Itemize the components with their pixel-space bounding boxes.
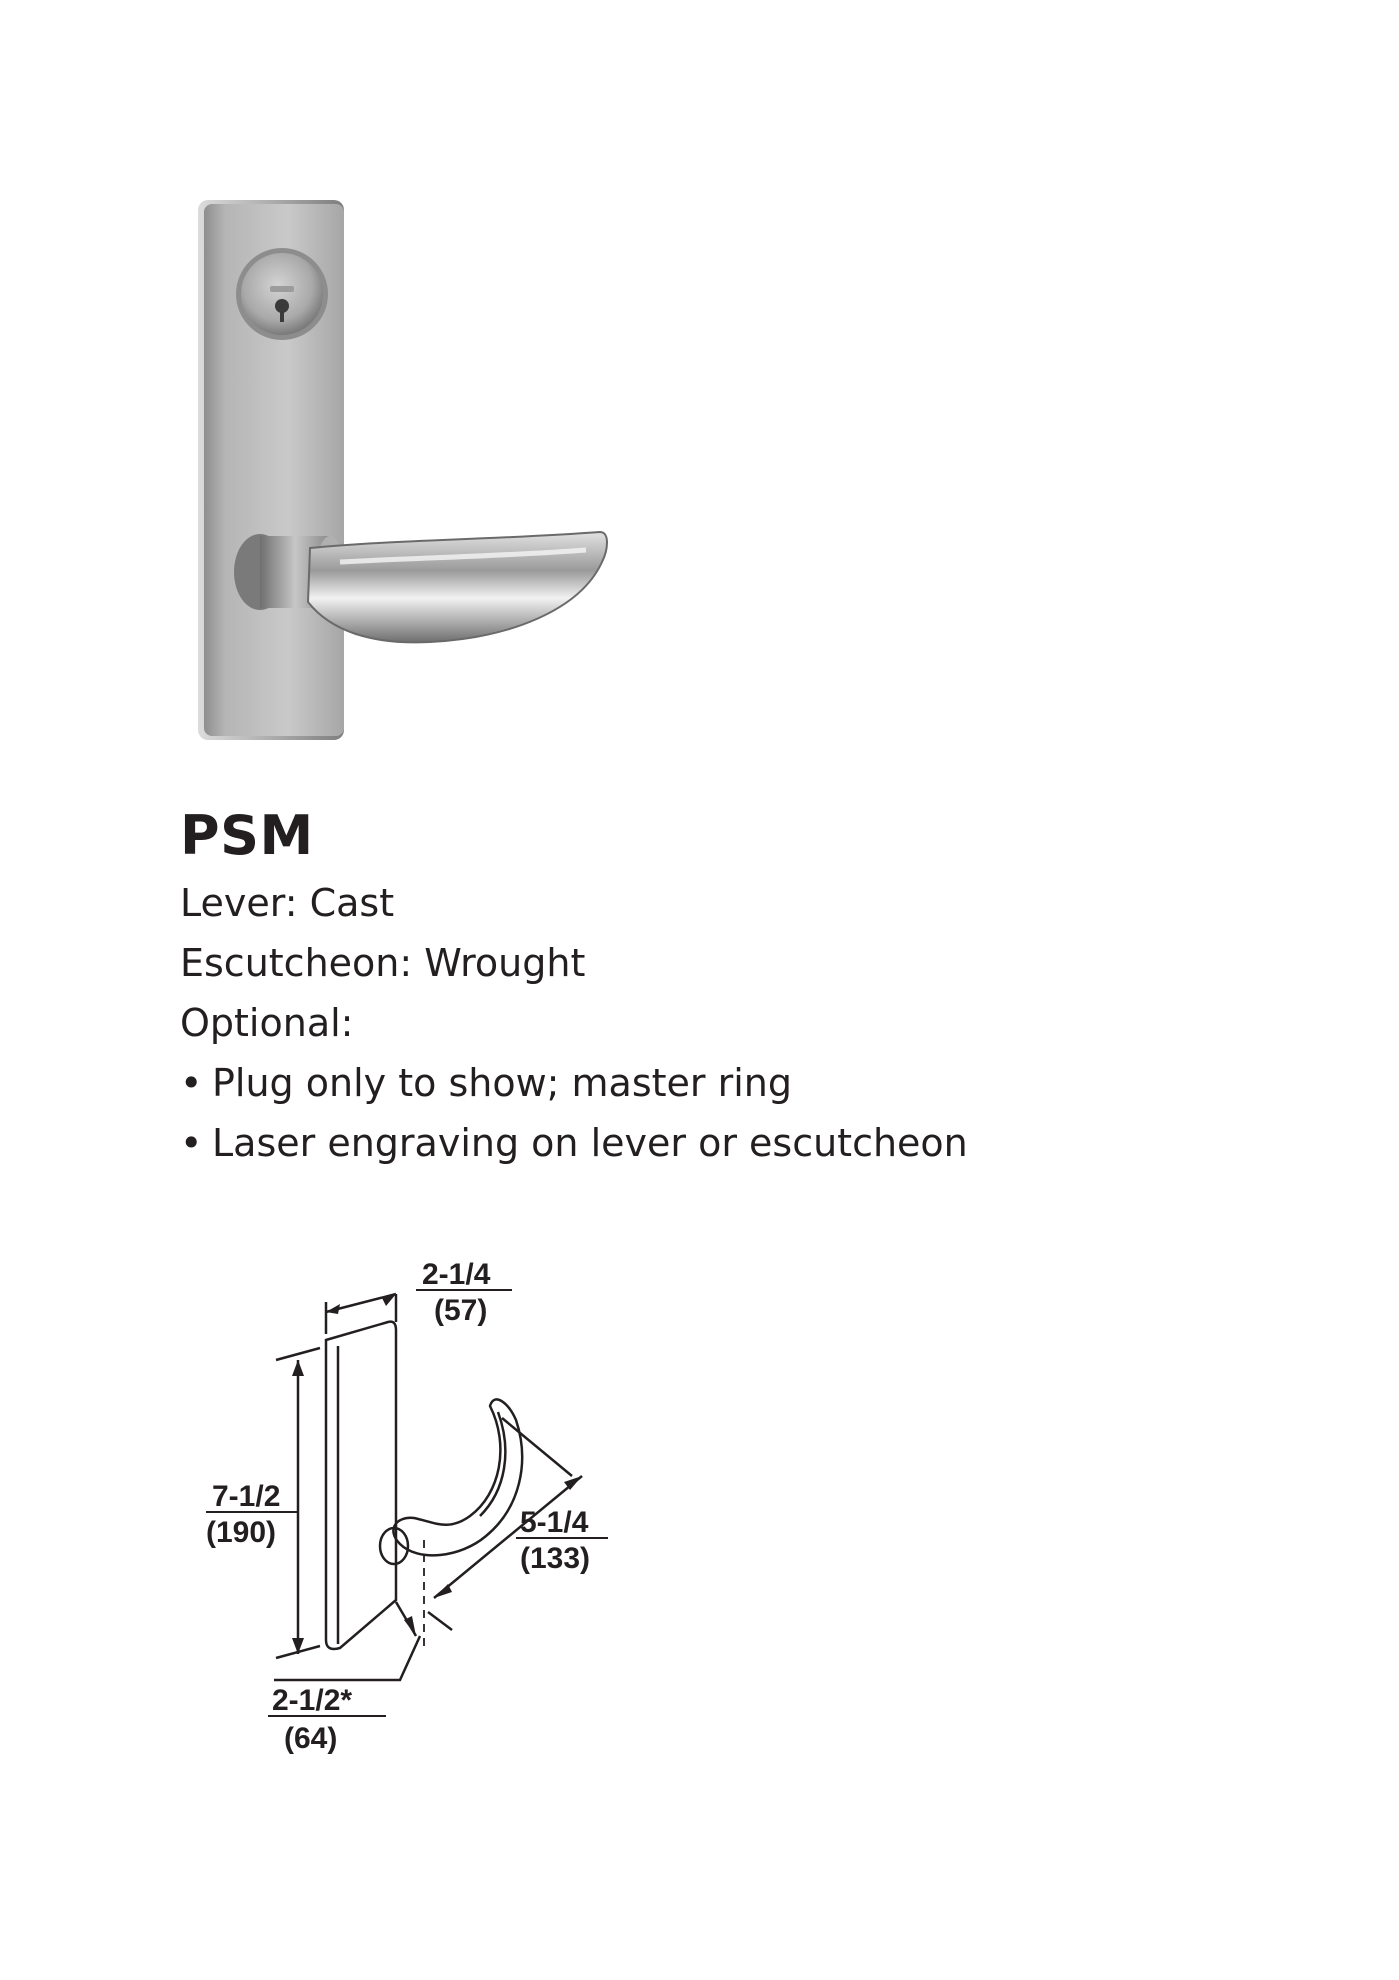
height-inch-label: 7-1/2 — [212, 1480, 281, 1513]
dimension-arrows — [292, 1294, 582, 1654]
lever-spec: Lever: Cast — [180, 881, 395, 925]
bullet-icon: • — [180, 1061, 203, 1105]
escutcheon-spec: Escutcheon: Wrought — [180, 941, 586, 985]
bullet-icon: • — [180, 1121, 203, 1165]
product-name: PSM — [180, 804, 314, 867]
dimension-labels — [206, 1258, 608, 1755]
height-mm-label: (190) — [206, 1516, 277, 1549]
dimension-drawing — [190, 1240, 710, 1800]
options-list — [180, 1053, 1080, 1173]
width-mm-label: (57) — [434, 1294, 488, 1327]
lever-handle — [308, 532, 607, 642]
drawing-lines — [274, 1294, 582, 1680]
option-text: Plug only to show; master ring — [212, 1061, 793, 1105]
list-item — [180, 1113, 1080, 1173]
product-photo — [190, 190, 630, 750]
projection-mm-label: (133) — [520, 1542, 591, 1575]
width-inch-label: 2-1/4 — [422, 1258, 491, 1291]
option-text: Laser engraving on lever or escutcheon — [212, 1121, 968, 1165]
projection-inch-label: 5-1/4 — [520, 1506, 589, 1539]
escutcheon-outline — [326, 1322, 396, 1649]
optional-label: Optional: — [180, 1001, 354, 1045]
product-description — [180, 805, 1080, 1173]
key-cylinder — [236, 248, 328, 340]
center-mm-label: (64) — [284, 1722, 338, 1755]
list-item — [180, 1053, 1080, 1113]
center-inch-label: 2-1/2* — [272, 1684, 353, 1717]
